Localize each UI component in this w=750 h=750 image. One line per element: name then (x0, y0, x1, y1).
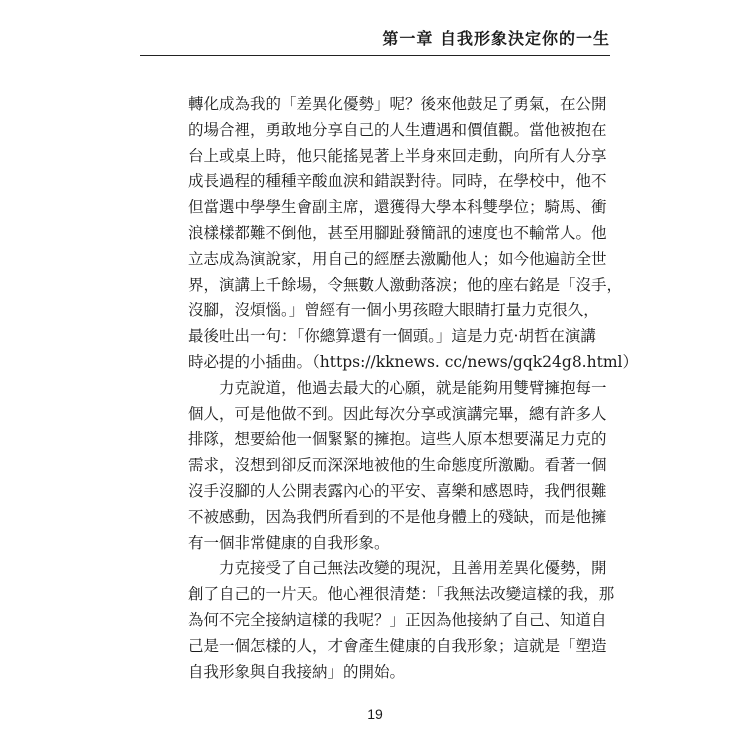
text-line: 但當選中學學生會副主席，還獲得大學本科雙學位；騎馬、衝 (188, 198, 607, 217)
header-rule (140, 55, 610, 56)
text-line: 為何不完全接納這樣的我呢？」正因為他接納了自己、知道自 (188, 610, 607, 629)
text-line: 需求，沒想到卻反而深深地被他的生命態度所激勵。看著一個 (188, 456, 607, 475)
text-line: 界，演講上千餘場，令無數人激動落淚；他的座右銘是「沒手， (188, 275, 623, 294)
paragraph-3 (188, 556, 615, 685)
paragraph-2 (188, 376, 607, 557)
text-line: 轉化成為我的「差異化優勢」呢？後來他鼓足了勇氣，在公開 (188, 95, 607, 113)
page-number: 19 (367, 706, 383, 722)
body-text (188, 92, 638, 685)
text-line: 創了自己的一片天。他心裡很清楚：「我無法改變這樣的我，那 (188, 585, 615, 604)
text-line: 排隊，想要給他一個緊緊的擁抱。這些人原本想要滿足力克的 (188, 430, 607, 449)
text-line: 浪樣樣都難不倒他，甚至用腳趾發簡訊的速度也不輸常人。他 (188, 223, 607, 242)
text-line: 個人，可是他做不到。因此每次分享或演講完畢，總有許多人 (188, 404, 607, 423)
text-line: 最後吐出一句：「你總算還有一個頭。」這是力克·胡哲在演講 (188, 327, 596, 346)
text-line: 自我形象與自我接納」的開始。 (188, 662, 406, 681)
text-line: 台上或桌上時，他只能搖晃著上半身來回走動，向所有人分享 (188, 146, 607, 165)
running-head: 第一章 自我形象決定你的一生 (382, 29, 610, 48)
text-line: 有一個非常健康的自我形象。 (188, 533, 390, 552)
text-line: 立志成為演說家，用自己的經歷去激勵他人；如今他遍訪全世 (188, 249, 607, 268)
text-line: 力克接受了自己無法改變的現況，且善用差異化優勢，開 (188, 559, 607, 578)
text-line: 不被感動，因為我們所看到的不是他身體上的殘缺，而是他擁 (188, 507, 607, 526)
text-line: 沒腳，沒煩惱。」曾經有一個小男孩瞪大眼睛打量力克很久， (188, 301, 599, 320)
text-line: 時必提的小插曲。（https://kknews. cc/news/gqk24g8.html） (188, 352, 638, 371)
text-line: 成長過程的種種辛酸血淚和錯誤對待。同時，在學校中，他不 (188, 172, 607, 191)
text-line: 己是一個怎樣的人，才會產生健康的自我形象；這就是「塑造 (188, 636, 607, 655)
text-line: 力克說道，他過去最大的心願，就是能夠用雙臂擁抱每一 (188, 378, 607, 397)
text-line: 的場合裡，勇敢地分享自己的人生遭遇和價值觀。當他被抱在 (188, 120, 607, 139)
paragraph-1 (188, 92, 638, 376)
text-line: 沒手沒腳的人公開表露內心的平安、喜樂和感恩時，我們很難 (188, 481, 607, 500)
